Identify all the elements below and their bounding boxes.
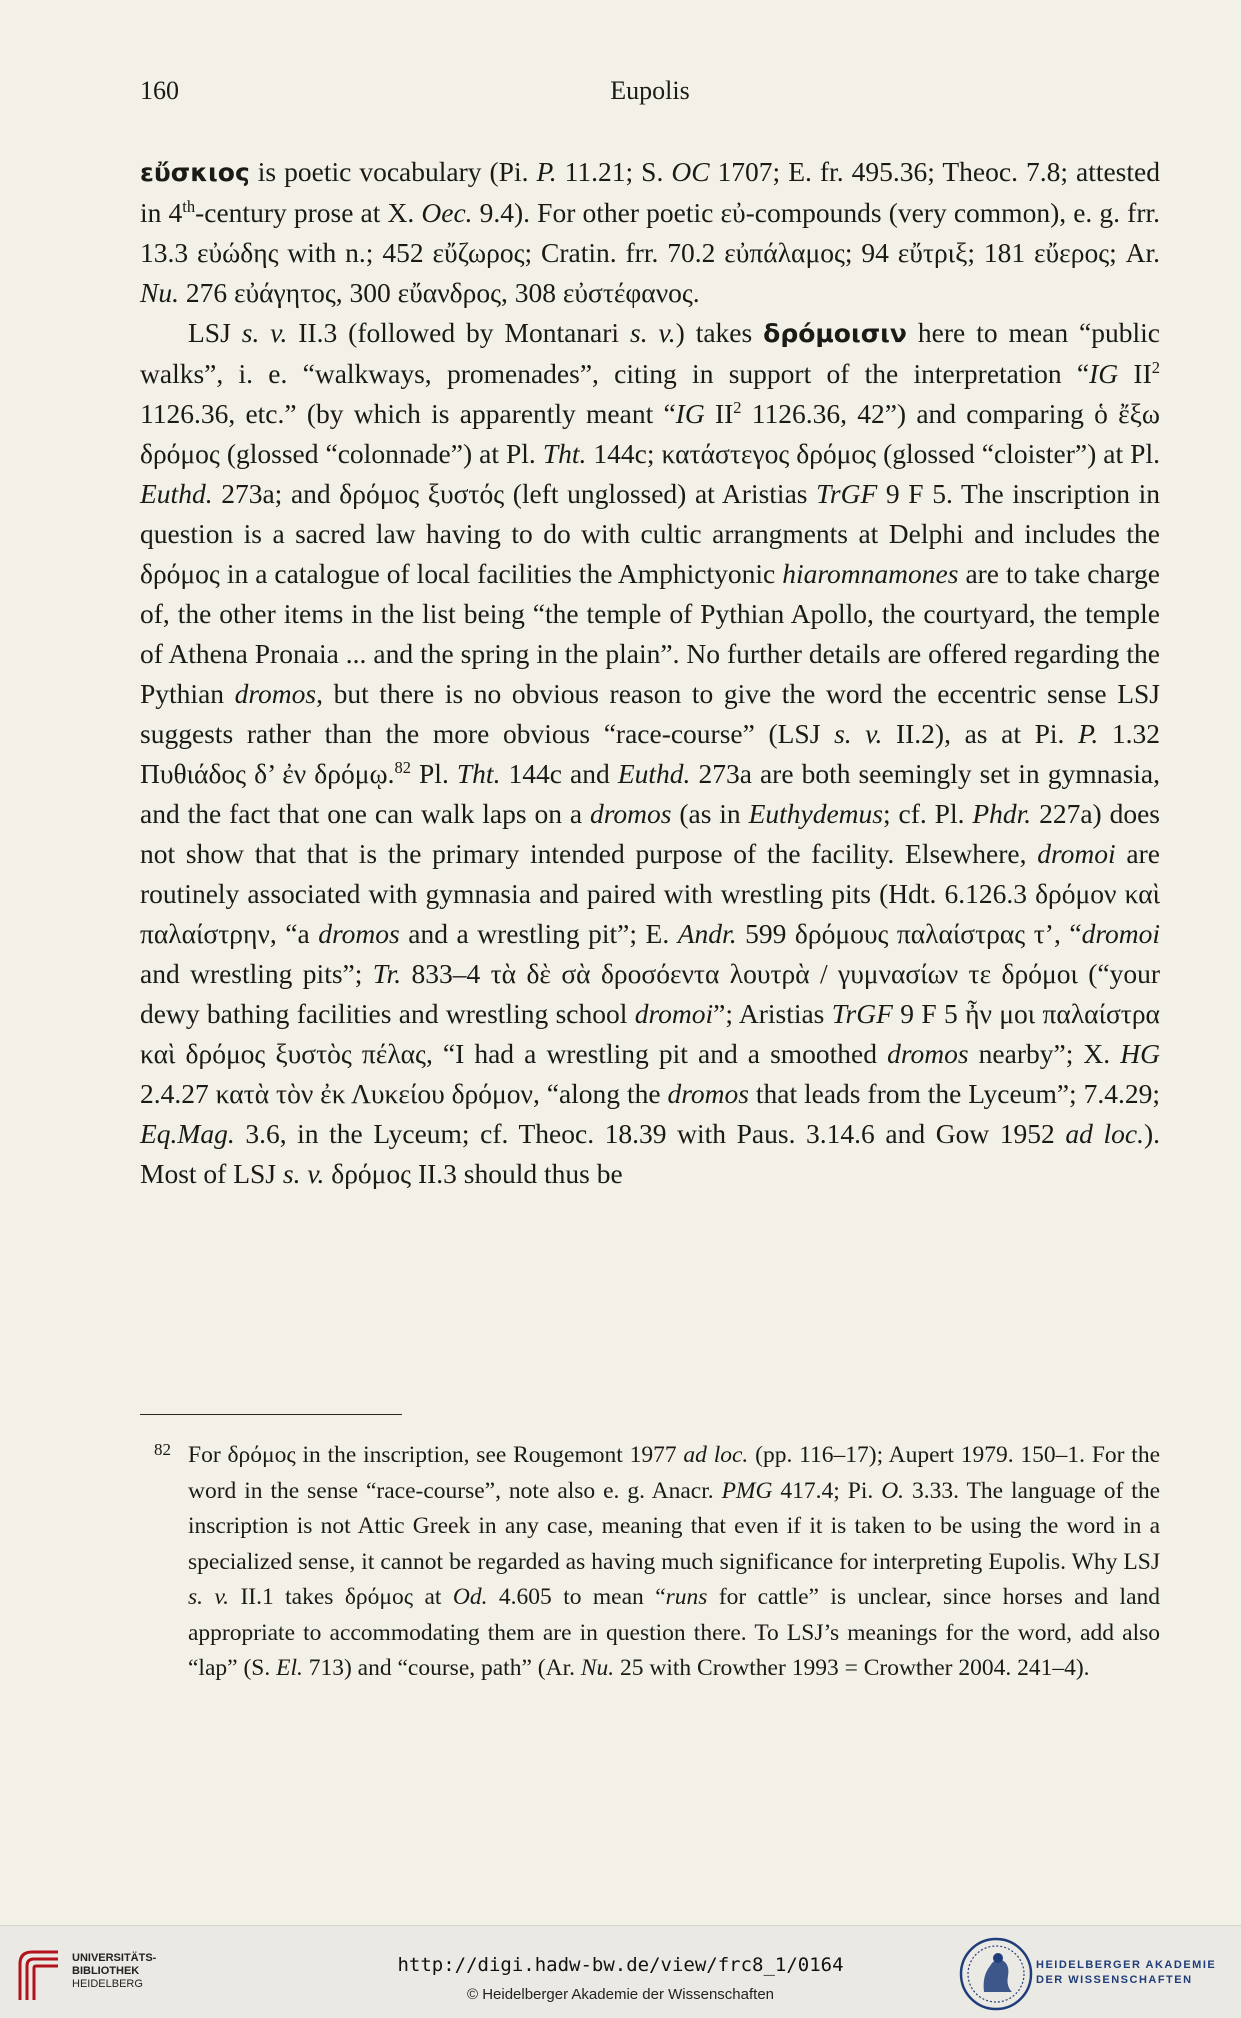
copyright-notice: © Heidelberger Akademie der Wissenschaften [466, 1986, 775, 2003]
paragraph-1: εὔσκιος is poetic vocabulary (Pi. P. 11.21; S. OC 1707; E. fr. 495.36; Theoc. 7.8; attested in 4th-century prose at X. Oec. 9.4). For other poetic εὐ-compounds (very common), e. g. frr. 13.3 εὐώδης with n.; 452 εὔζωρος; Cratin. frr. 70.2 εὐπάλαμος; 94 εὔτριξ; 181 εὔερος; Ar. Nu. 276 εὐάγητος, 300 εὔανδρος, 308 εὐστέφανος. [140, 156, 1161, 308]
paragraph-2: LSJ s. v. II.3 (followed by Montanari s. v.) takes δρόμοισιν here to mean “public walks”, i. e. “walkways, promenades”, citing in support of the interpretation “IG $II^2$ 1126.36, etc.” (by which is apparently meant “IG $II^2$ 1126.36, 42”) and comparing ὁ ἔξω δρόμος (glossed “colonnade”) at Pl. Tht. 144c; κατάστεγος δρόμος (glossed “cloister”) at Pl. Euthd. 273a; and δρόμος ξυστός (left unglossed) at Aristias TrGF 9 F 5. The inscription in question is a sacred law having to do with cultic arrangments at Delphi and includes the δρόμος in a catalogue of local facilities the Amphictyonic hiaromnamones are to take charge of, the other items in the list being “the temple of Pythian Apollo, the courtyard, the temple of Athena Pronaia ... and the spring in the plain”. No further details are offered regarding the Pythian dromos, but there is no obvious reason to give the word the eccentric sense LSJ suggests rather than the more obvious “race-course” (LSJ s. v. II.2), as at Pi. P. 1.32 Πυθιάδος δ’ ἐν δρόμῳ.$^{82}$ Pl. Tht. 144c and Euthd. 273a are both seemingly set in gymnasia, and the fact that one can walk laps on a dromos (as in Euthydemus; cf. Pl. Phdr. 227a) does not show that that is the primary intended purpose of the facility. Elsewhere, dromoi are routinely associated with gymnasia and paired with wrestling pits (Hdt. 6.126.3 δρόμον καὶ παλαίστρην, “a dromos and a wrestling pit”; E. Andr. 599 δρόμους παλαίστρας τ’, “dromoi and wrestling pits”; Tr. 833–4 τὰ δὲ σὰ δροσόεντα λουτρὰ / γυμνασίων τε δρόμοι (“your dewy bathing facilities and wrestling school dromoi”; Aristias TrGF 9 F 5 ἦν μοι παλαίστρα καὶ δρόμος ξυστὸς πέλας, “I had a wrestling pit and a smoothed dromos nearby”; X. HG 2.4.27 κατὰ τὸν ἐκ Λυκείου δρόμον, “along the dromos that leads from the Lyceum”; 7.4.29; Eq.Mag. 3.6, in the Lyceum; cf. Theoc. 18.39 with Paus. 3.14.6 and Gow 1952 ad loc.). Most of LSJ s. v. δρόμος II.3 should thus be [140, 317, 1161, 1189]
footnote-divider [140, 1414, 402, 1415]
university-library-name: UNIVERSITÄTS- BIBLIOTHEK HEIDELBERG [72, 1952, 157, 1990]
page-number: 160 [140, 76, 179, 105]
footnote-82 [140, 1438, 1160, 1687]
academy-name: HEIDELBERGER AKADEMIE DER WISSENSCHAFTEN [1036, 1959, 1217, 1986]
footnote-number: 82 [154, 1440, 171, 1459]
footnote-ref[interactable]: 82 [394, 757, 411, 777]
lemma: εὔσκιος [140, 158, 250, 187]
running-title: Eupolis [610, 76, 690, 105]
academy-seal-icon[interactable] [958, 1936, 1034, 2012]
lemma: δρόμοισιν [763, 319, 907, 348]
running-head [140, 76, 1160, 116]
commentary-text [140, 152, 1160, 1194]
permalink-url[interactable]: http://digi.hadw-bw.de/view/frc8_1/0164 [397, 1954, 844, 1976]
viewer-footer [0, 1925, 1241, 2018]
footnote-text: For δρόμος in the inscription, see Rougemont 1977 ad loc. (pp. 116–17); Aupert 1979. 150–1. For the word in the sense “race-course”, note also e. g. Anacr. PMG 417.4; Pi. O. 3.33. The language of the inscription is not Attic Greek in any case, meaning that even if it is taken to be using the word in a specialized sense, it cannot be regarded as having much significance for interpreting Eupolis. Why LSJ s. v. II.1 takes δρόμος at Od. 4.605 to mean “runs for cattle” is unclear, since horses and land appropriate to accommodating them are in question there. To LSJ’s meanings for the word, add also “lap” (S. El. 713) and “course, path” (Ar. Nu. 25 with Crowther 1993 = Crowther 2004. 241–4). [188, 1442, 1160, 1681]
